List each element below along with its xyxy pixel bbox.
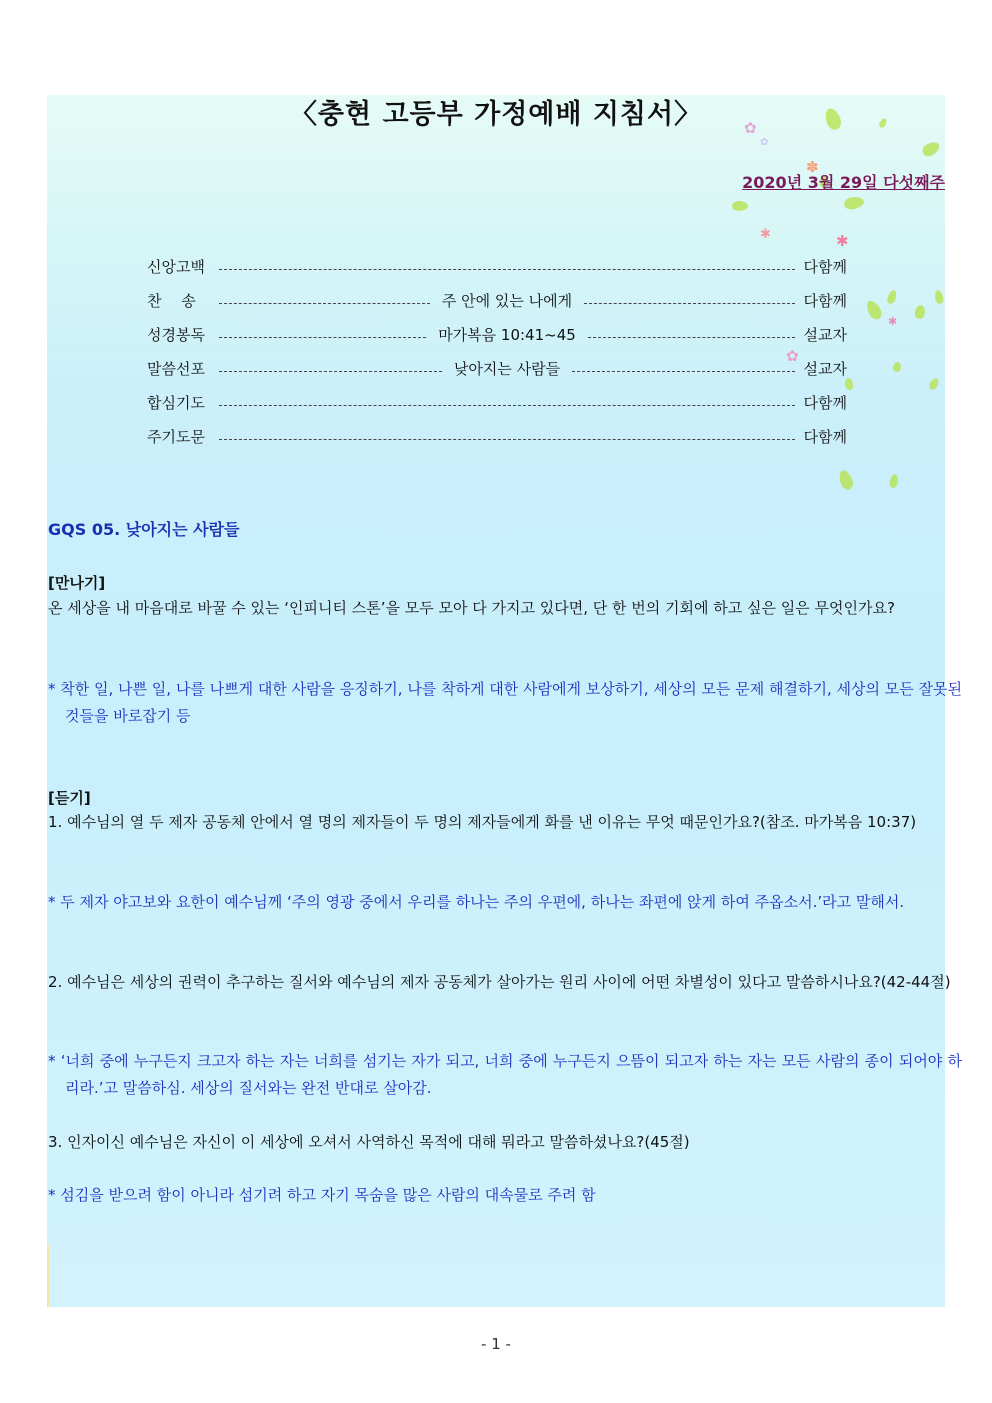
- order-row-lords-prayer: [147, 420, 847, 454]
- order-row-prayer: [147, 386, 847, 420]
- question-3: 3. 인자이신 예수님은 자신이 이 세상에 오셔서 사역하신 목적에 대해 뭐라고 말씀하셨나요?(45절): [48, 1133, 690, 1151]
- order-leader: 다함께: [803, 258, 847, 276]
- answer-3: * 섬김을 받으려 함이 아니라 섬기려 하고 자기 목숨을 많은 사람의 대속물로 주려 함: [48, 1186, 596, 1204]
- order-row-sermon: [147, 352, 847, 386]
- lesson-title: GQS 05. 낮아지는 사람들: [48, 520, 240, 539]
- order-row-scripture: [147, 318, 847, 352]
- order-row-hymn: [147, 284, 847, 318]
- dash-leader: [219, 371, 442, 372]
- order-row-creed: [147, 250, 847, 284]
- meeting-heading: [만나기]: [48, 574, 106, 592]
- page-number: - 1 -: [481, 1335, 511, 1353]
- document-title: 〈충현 고등부 가정예배 지침서〉: [289, 99, 703, 130]
- order-label: 성경봉독: [147, 326, 205, 344]
- dash-leader: [219, 405, 795, 406]
- order-leader: 다함께: [803, 394, 847, 412]
- service-date: 2020년 3월 29일 다섯째주: [742, 173, 945, 192]
- worship-order: [147, 250, 847, 454]
- dash-leader: [219, 337, 426, 338]
- order-leader: 설교자: [803, 360, 848, 378]
- order-label: 주기도문: [147, 428, 205, 446]
- order-label: 합심기도: [147, 394, 205, 412]
- order-leader: 다함께: [803, 428, 847, 446]
- order-label: 말씀선포: [147, 360, 205, 378]
- listening-heading: [듣기]: [48, 789, 91, 807]
- dash-leader: [572, 371, 795, 372]
- dash-leader: [588, 337, 795, 338]
- question-1: 1. 예수님의 열 두 제자 공동체 안에서 열 명의 제자들이 두 명의 제자들에게 화를 낸 이유는 무엇 때문인가요?(참조. 마가복음 10:37): [48, 813, 917, 831]
- order-leader: 다함께: [803, 292, 848, 310]
- answer-1: * 두 제자 야고보와 요한이 예수님께 ‘주의 영광 중에서 우리를 하나는 주의 우편에, 하나는 좌편에 앉게 하여 주옵소서.’라고 말해서.: [48, 893, 905, 911]
- order-detail: 주 안에 있는 나에게: [441, 292, 573, 310]
- dash-leader: [219, 269, 795, 270]
- panel-edge-line: [47, 1245, 49, 1307]
- question-2: 2. 예수님은 세상의 권력이 추구하는 질서와 예수님의 제자 공동체가 살아가는 원리 사이에 어떤 차별성이 있다고 말씀하시나요?(42-44절): [48, 973, 951, 991]
- order-detail: 낮아지는 사람들: [453, 360, 561, 378]
- order-leader: 설교자: [803, 326, 847, 344]
- dash-leader: [219, 439, 795, 440]
- dash-leader: [584, 303, 795, 304]
- order-label: 신앙고백: [147, 258, 205, 276]
- order-label: 찬 송: [147, 292, 196, 310]
- dash-leader: [219, 303, 430, 304]
- order-detail: 마가복음 10:41~45: [438, 326, 576, 344]
- meeting-question: 온 세상을 내 마음대로 바꿀 수 있는 ‘인피니티 스톤’을 모두 모아 다 가지고 있다면, 단 한 번의 기회에 하고 싶은 일은 무엇인가요?: [48, 599, 895, 617]
- answer-2: * ‘너희 중에 누구든지 크고자 하는 자는 너희를 섬기는 자가 되고, 너희 중에 누구든지 으뜸이 되고자 하는 자는 모든 사람의 종이 되어야 하리라.’고 말씀하심. 세상의 질서와는 완전 반대로 살아감.: [48, 1052, 962, 1097]
- meeting-answer: * 착한 일, 나쁜 일, 나를 나쁘게 대한 사람을 응징하기, 나를 착하게 대한 사람에게 보상하기, 세상의 모든 문제 해결하기, 세상의 모든 잘못된 것들을 바로잡기 등: [48, 680, 962, 725]
